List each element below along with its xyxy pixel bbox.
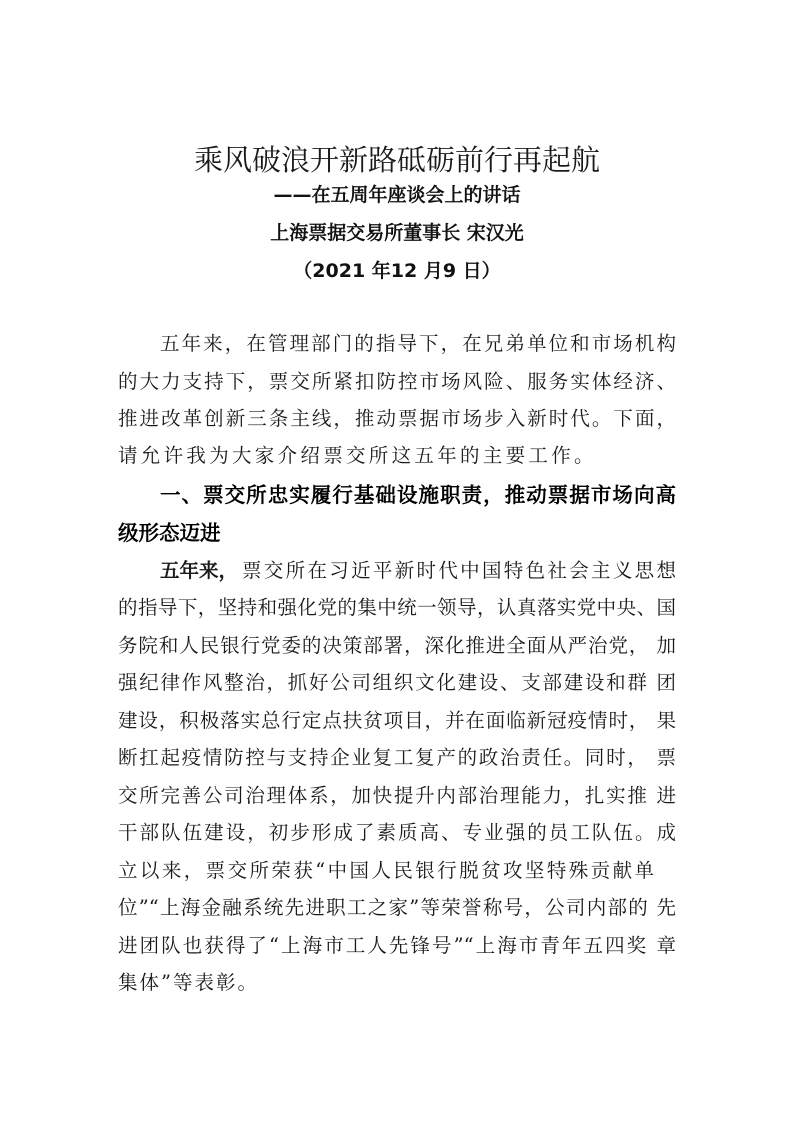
paragraph-line: 断扛起疫情防控与支持企业复工复产的政治责任。同时， 票 xyxy=(118,746,676,769)
paragraph-line: 建设，积极落实总行定点扶贫项目，并在面临新冠疫情时， 果 xyxy=(118,709,676,732)
document-subtitle: ——在五周年座谈会上的讲话 xyxy=(273,184,521,206)
paragraph-line: 五年来，在管理部门的指导下，在兄弟单位和市场机构 xyxy=(160,332,676,355)
paragraph-line: 进团队也获得了“上海市工人先锋号”“上海市青年五四奖 章 xyxy=(118,934,676,957)
paragraph-line: 集体”等表彰。 xyxy=(118,971,259,994)
paragraph-line: 位”“上海金融系统先进职工之家”等荣誉称号，公司内部的 先 xyxy=(118,896,676,919)
document-title: 乘风破浪开新路砥砺前行再起航 xyxy=(193,143,600,177)
paragraph-text: 票交所在习近平新时代中国特色社会主义思想 xyxy=(242,559,676,582)
paragraph-line: 推进改革创新三条主线，推动票据市场步入新时代。下面， xyxy=(118,407,676,430)
author-line: 上海票据交易所董事长 宋汉光 xyxy=(270,222,524,244)
heading-line: 一、票交所忠实履行基础设施职责，推动票据市场向高 xyxy=(160,483,676,507)
paragraph-line: 强纪律作风整治，抓好公司组织文化建设、支部建设和群 团 xyxy=(118,671,676,694)
paragraph-line: 立以来，票交所荣获“中国人民银行脱贫攻坚特殊贡献单 xyxy=(118,859,654,882)
heading-line: 级形态迈进 xyxy=(118,521,221,545)
paragraph-line: 干部队伍建设，初步形成了素质高、专业强的员工队伍。成 xyxy=(118,821,676,844)
speech-date: （2021 年12 月9 日） xyxy=(293,260,501,282)
paragraph-line xyxy=(160,559,676,583)
paragraph-line: 请允许我为大家介绍票交所这五年的主要工作。 xyxy=(118,444,597,467)
paragraph-line: 务院和人民银行党委的决策部署，深化推进全面从严治党， 加 xyxy=(118,634,676,657)
bold-lead: 五年来， xyxy=(160,559,239,582)
paragraph-line: 交所完善公司治理体系，加快提升内部治理能力，扎实推 进 xyxy=(118,784,676,807)
paragraph-line: 的指导下，坚持和强化党的集中统一领导，认真落实党中央、国 xyxy=(118,596,676,619)
paragraph-line: 的大力支持下，票交所紧扣防控市场风险、服务实体经济、 xyxy=(118,370,676,393)
